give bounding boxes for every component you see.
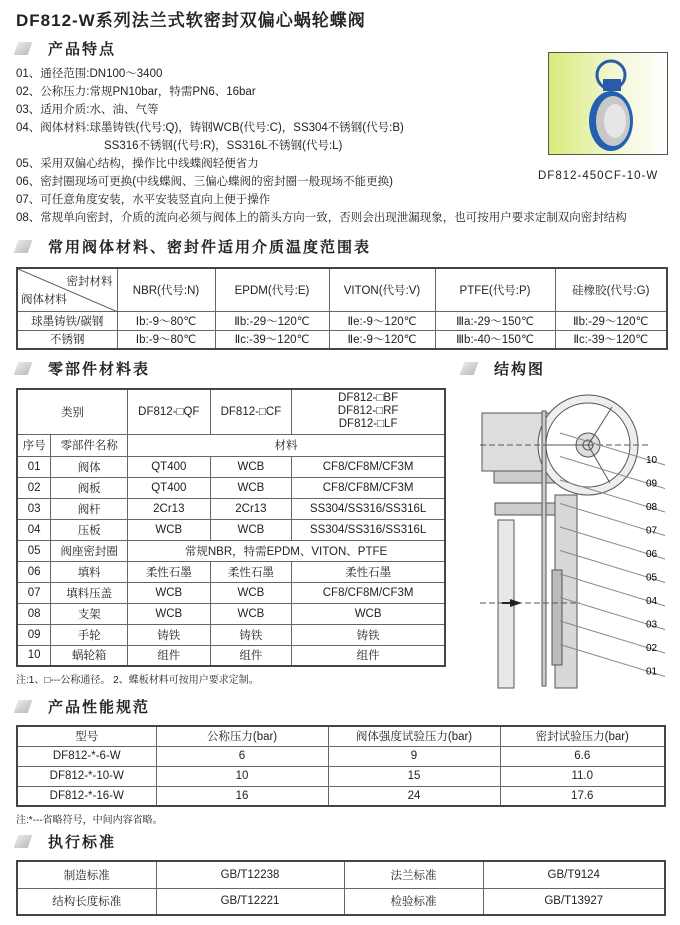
table-cell: DF812-*-10-W — [17, 766, 156, 786]
standards-table — [16, 860, 666, 916]
table-cell: 铸铁 — [210, 624, 292, 645]
table-cell: 柔性石墨 — [210, 561, 292, 582]
part-label: 07 — [646, 525, 658, 537]
table-cell: DF812-*-16-W — [17, 786, 156, 806]
table-cell: Ⅰb:-9～80℃ — [117, 330, 215, 349]
table-row — [17, 888, 665, 915]
table-cell: 检验标准 — [344, 888, 483, 915]
feature-item: 05、采用双偏心结构，操作比中线蝶阀轻便省力 — [16, 158, 259, 170]
table-row — [17, 746, 665, 766]
table-cell: 2Cr13 — [128, 498, 211, 519]
table-cell: Ⅲa:-29～150℃ — [435, 311, 555, 330]
table-cell: CF8/CF8M/CF3M — [292, 477, 445, 498]
part-label: 08 — [646, 502, 658, 513]
section-marker-icon — [14, 700, 33, 713]
table-cell: 15 — [328, 766, 500, 786]
table-cell: SS304/SS316/SS316L — [292, 519, 445, 540]
table-cell: 阀板 — [51, 477, 128, 498]
feature-item: 08、常规单向密封，介质的流向必须与阀体上的箭头方向一致，否则会出现泄漏现象，也可按用户要求定制双向密封结构 — [16, 212, 627, 224]
part-label: 06 — [646, 549, 658, 560]
butterfly-valve-photo-icon — [549, 53, 669, 156]
table-cell: GB/T13927 — [483, 888, 665, 915]
structure-diagram — [460, 375, 680, 690]
spec-note: 注:*---省略符号，中间内容省略。 — [16, 815, 163, 826]
table-cell: 结构长度标准 — [17, 888, 156, 915]
spec-table: 型号 公称压力(bar) 阀体强度试验压力(bar) 密封试验压力(bar) DF812-*-6-W 6 9 6.6 DF812-*-10-W 10 15 11.0 DF812-*-16-W 16 24 17.6 — [16, 725, 666, 807]
table-cell: 阀杆 — [51, 498, 128, 519]
table-cell: 6.6 — [500, 746, 665, 766]
feature-item: 03、适用介质:水、油、气等 — [16, 104, 159, 116]
corner-cell: 密封材料 阀体材料 — [17, 268, 117, 311]
part-label: 09 — [646, 478, 658, 490]
table-cell: QT400 — [128, 456, 211, 477]
table-cell: 填料压盖 — [51, 582, 128, 603]
table-cell: 柔性石墨 — [128, 561, 211, 582]
table-cell: WCB — [210, 519, 292, 540]
table-cell: 阀座密封圈 — [51, 540, 128, 561]
part-label: 10 — [646, 455, 658, 466]
section-marker-icon — [460, 362, 479, 375]
table-cell: 组件 — [210, 645, 292, 666]
table-cell: WCB — [210, 582, 292, 603]
table-cell: WCB — [128, 582, 211, 603]
table-cell: 10 — [17, 645, 51, 666]
table-cell: GB/T9124 — [483, 861, 665, 888]
temp-table: 密封材料 阀体材料 NBR(代号:N) EPDM(代号:E) VITON(代号:V) PTFE(代号:P) 硅橡胶(代号:G) 球墨铸铁/碳钢 Ⅰb:-9～80℃ Ⅱb:-29～120℃ Ⅱe:-9～120℃ Ⅲa:-29～150℃ Ⅱb:-29～120℃ 不锈钢 Ⅰb:-9～80℃ Ⅱc:-39～120℃ Ⅱe:-9～120℃ Ⅲb:-40～150℃ Ⅱc:-39～120℃ — [16, 267, 668, 350]
table-cell: 球墨铸铁/碳钢 — [17, 311, 117, 330]
table-cell: DF812-*-6-W — [17, 746, 156, 766]
table-cell: 01 — [17, 456, 51, 477]
section-marker-icon — [14, 362, 33, 375]
section-temp: 常用阀体材料、密封件适用介质温度范围表 — [16, 236, 371, 257]
table-cell: WCB — [292, 603, 445, 624]
table-row — [17, 477, 445, 498]
table-cell: 02 — [17, 477, 51, 498]
table-cell: CF8/CF8M/CF3M — [292, 582, 445, 603]
table-cell: 常规NBR，特需EPDM、VITON、PTFE — [128, 540, 445, 561]
parts-note: 注:1、□---公称通径。 2、蝶板材料可按用户要求定制。 — [16, 675, 259, 686]
table-cell: GB/T12238 — [156, 861, 344, 888]
table-cell: 17.6 — [500, 786, 665, 806]
feature-item: SS316不锈钢(代号:R)，SS316L不锈钢(代号:L) — [104, 140, 343, 152]
section-marker-icon — [14, 835, 33, 848]
table-cell: 组件 — [292, 645, 445, 666]
section-parts: 零部件材料表 — [16, 358, 150, 379]
part-label: 01 — [646, 666, 658, 678]
part-label: 03 — [646, 619, 658, 631]
table-cell: 03 — [17, 498, 51, 519]
table-cell: WCB — [210, 477, 292, 498]
table-cell: 16 — [156, 786, 328, 806]
table-cell: GB/T12221 — [156, 888, 344, 915]
section-spec: 产品性能规范 — [16, 696, 150, 717]
table-row — [17, 456, 445, 477]
product-photo — [548, 52, 668, 155]
table-cell: WCB — [210, 456, 292, 477]
feature-item: 07、可任意角度安装，水平安装竖直向上便于操作 — [16, 194, 271, 206]
table-row — [17, 561, 445, 582]
table-row — [17, 582, 445, 603]
feature-item: 04、阀体材料:球墨铸铁(代号:Q)，铸钢WCB(代号:C)，SS304不锈钢(代号:B) — [16, 122, 404, 134]
section-marker-icon — [14, 42, 33, 55]
table-cell: 组件 — [128, 645, 211, 666]
table-cell: 2Cr13 — [210, 498, 292, 519]
table-cell: 铸铁 — [128, 624, 211, 645]
feature-item: 06、密封圈现场可更换(中线蝶阀、三偏心蝶阀的密封圈一般现场不能更换) — [16, 176, 393, 188]
section-structure: 结构图 — [462, 358, 545, 379]
table-row — [17, 311, 667, 330]
table-cell: SS304/SS316/SS316L — [292, 498, 445, 519]
table-cell: WCB — [210, 603, 292, 624]
table-cell: WCB — [128, 519, 211, 540]
photo-caption: DF812-450CF-10-W — [538, 170, 659, 182]
table-cell: 填料 — [51, 561, 128, 582]
feature-item: 02、公称压力:常规PN10bar，特需PN6、16bar — [16, 86, 256, 98]
table-row — [17, 645, 445, 666]
section-standards: 执行标准 — [16, 831, 116, 852]
part-label: 05 — [646, 572, 658, 584]
table-cell: 08 — [17, 603, 51, 624]
table-cell: QT400 — [128, 477, 211, 498]
table-cell: 阀体 — [51, 456, 128, 477]
table-cell: 手轮 — [51, 624, 128, 645]
table-cell: 05 — [17, 540, 51, 561]
table-cell: 6 — [156, 746, 328, 766]
table-row — [17, 786, 665, 806]
table-cell: 11.0 — [500, 766, 665, 786]
table-cell: 9 — [328, 746, 500, 766]
table-cell: 法兰标准 — [344, 861, 483, 888]
table-cell: Ⅱc:-39～120℃ — [215, 330, 329, 349]
table-cell: WCB — [128, 603, 211, 624]
table-row — [17, 766, 665, 786]
table-cell: 支架 — [51, 603, 128, 624]
table-row — [17, 624, 445, 645]
section-features: 产品特点 — [16, 38, 116, 59]
table-cell: 铸铁 — [292, 624, 445, 645]
part-label: 04 — [646, 596, 658, 607]
table-cell: 不锈钢 — [17, 330, 117, 349]
table-cell: 09 — [17, 624, 51, 645]
table-row — [17, 540, 445, 561]
parts-table: 类别 DF812-□QF DF812-□CF DF812-□BF DF812-□RF DF812-□LF 序号 零部件名称 材料 01 阀体 QT400 WCB CF8/CF8M/CF3M 02 阀板 QT400 WCB CF8/CF8M/CF3M 03 阀杆 2Cr13 2Cr13 SS304/SS316/SS316L 04 压板 WCB WCB SS304/SS316/SS316L 05 阀座密封圈 常规NBR，特需EPDM、VITON、PTFE 06 填料 柔性石墨 柔性石墨 柔性石墨 07 填料压盖 WCB WCB CF8/CF8M/CF3M 08 支架 WCB WCB WCB 09 手轮 铸铁 铸铁 铸铁 10 蜗轮箱 组件 组件 组件 — [16, 388, 446, 667]
table-cell: Ⅲb:-40～150℃ — [435, 330, 555, 349]
table-cell: Ⅱb:-29～120℃ — [555, 311, 667, 330]
part-label: 02 — [646, 643, 658, 654]
table-cell: 柔性石墨 — [292, 561, 445, 582]
table-cell: Ⅱb:-29～120℃ — [215, 311, 329, 330]
table-row — [17, 330, 667, 349]
table-cell: Ⅱe:-9～120℃ — [329, 330, 435, 349]
table-cell: 制造标准 — [17, 861, 156, 888]
table-cell: 07 — [17, 582, 51, 603]
page-title: DF812-W系列法兰式软密封双偏心蜗轮蝶阀 — [16, 11, 366, 30]
table-cell: 06 — [17, 561, 51, 582]
table-row — [17, 519, 445, 540]
section-marker-icon — [14, 240, 33, 253]
table-cell: Ⅱe:-9～120℃ — [329, 311, 435, 330]
table-cell: Ⅰb:-9～80℃ — [117, 311, 215, 330]
table-row — [17, 603, 445, 624]
feature-item: 01、通径范围:DN100～3400 — [16, 68, 163, 80]
table-cell: 10 — [156, 766, 328, 786]
table-row — [17, 498, 445, 519]
table-cell: 蜗轮箱 — [51, 645, 128, 666]
table-cell: Ⅱc:-39～120℃ — [555, 330, 667, 349]
table-cell: CF8/CF8M/CF3M — [292, 456, 445, 477]
table-cell: 24 — [328, 786, 500, 806]
table-cell: 压板 — [51, 519, 128, 540]
table-cell: 04 — [17, 519, 51, 540]
table-row — [17, 861, 665, 888]
